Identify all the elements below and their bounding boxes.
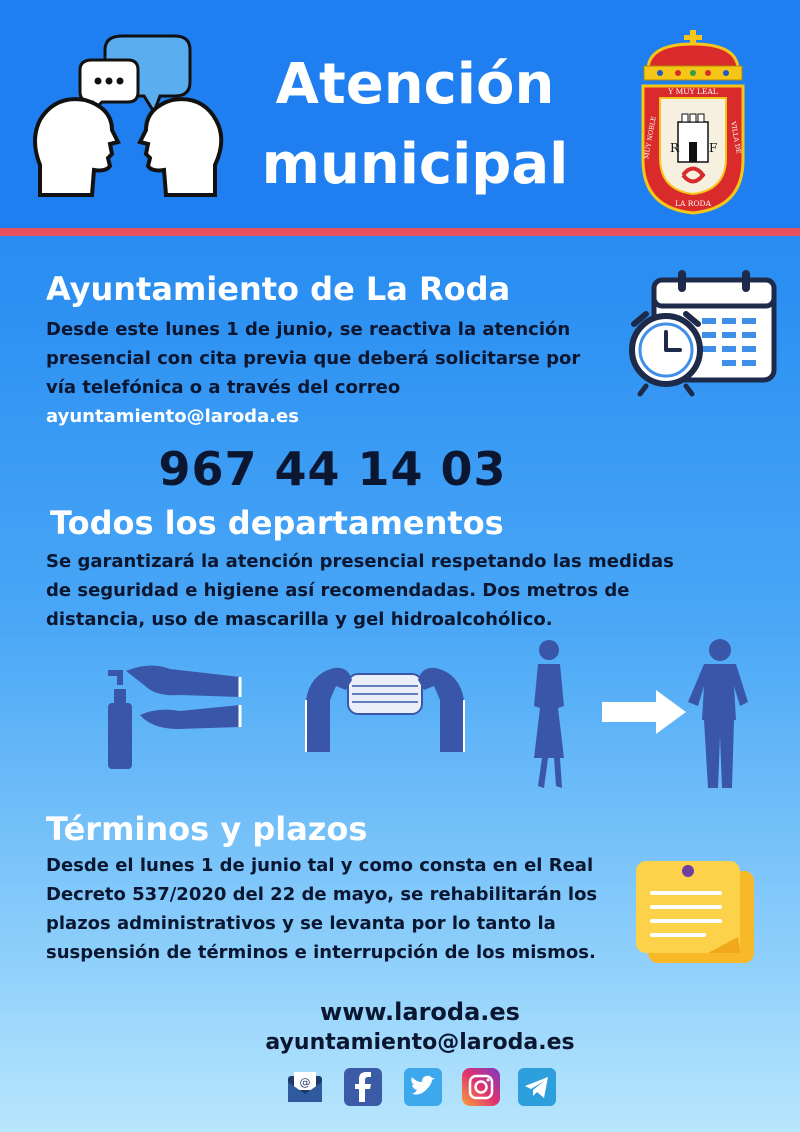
para-line: vía telefónica o a través del correo — [46, 377, 401, 398]
town-crest-logo — [638, 30, 748, 215]
phone-number[interactable]: 967 44 14 03 — [158, 442, 507, 496]
section-text-departamentos — [46, 547, 736, 634]
header-divider — [0, 228, 800, 236]
para-line: distancia, uso de mascarilla y gel hidroalcohólico. — [46, 609, 553, 630]
standing-man-icon — [682, 636, 754, 792]
email-link[interactable]: ayuntamiento@laroda.es — [46, 406, 299, 427]
section-text-ayuntamiento — [46, 315, 616, 431]
svg-text:@: @ — [299, 1076, 311, 1089]
title-line-1: Atención — [275, 52, 555, 117]
sticky-note-icon — [634, 857, 756, 965]
para-line: suspensión de términos e interrupción de los mismos. — [46, 942, 596, 963]
para-line: Desde este lunes 1 de junio, se reactiva la atención — [46, 319, 571, 340]
section-text-terminos — [46, 851, 636, 967]
footer-email-link[interactable]: ayuntamiento@laroda.es — [265, 1030, 575, 1055]
crest-letter-r: R — [670, 141, 680, 155]
face-mask-icon — [300, 660, 470, 755]
para-line: presencial con cita previa que deberá solicitarse por — [46, 348, 581, 369]
email-icon[interactable] — [286, 1068, 324, 1106]
telegram-icon[interactable] — [518, 1068, 556, 1106]
para-line: Desde el lunes 1 de junio tal y como consta en el Real — [46, 855, 594, 876]
website-link[interactable]: www.laroda.es — [320, 998, 520, 1026]
section-heading-ayuntamiento: Ayuntamiento de La Roda — [46, 270, 511, 308]
para-line: Decreto 537/2020 del 22 de mayo, se rehabilitarán los — [46, 884, 598, 905]
page-title — [230, 45, 600, 205]
facebook-icon[interactable] — [344, 1068, 382, 1106]
twitter-icon[interactable] — [404, 1068, 442, 1106]
crest-top-text: Y MUY LEAL — [668, 87, 718, 96]
calendar-clock-icon — [626, 268, 781, 398]
standing-woman-icon — [524, 636, 574, 792]
para-line: Se garantizará la atención presencial respetando las medidas — [46, 551, 674, 572]
instagram-icon[interactable] — [462, 1068, 500, 1106]
crest-left-text: MUY NOBLE — [642, 115, 658, 160]
title-line-2: municipal — [261, 132, 569, 197]
crest-bottom-text: LA RODA — [674, 199, 712, 208]
para-line: de seguridad e higiene así recomendadas. Dos metros de — [46, 580, 630, 601]
crest-letter-f: F — [709, 141, 718, 155]
hand-sanitizer-icon — [100, 655, 245, 773]
para-line: plazos administrativos y se levanta por lo tanto la — [46, 913, 556, 934]
section-heading-departamentos: Todos los departamentos — [50, 504, 504, 542]
conversation-heads-icon — [30, 30, 230, 200]
crest-right-text: VILLA DE — [729, 120, 743, 155]
section-heading-terminos: Términos y plazos — [46, 810, 368, 848]
distance-arrow-icon — [600, 688, 688, 736]
